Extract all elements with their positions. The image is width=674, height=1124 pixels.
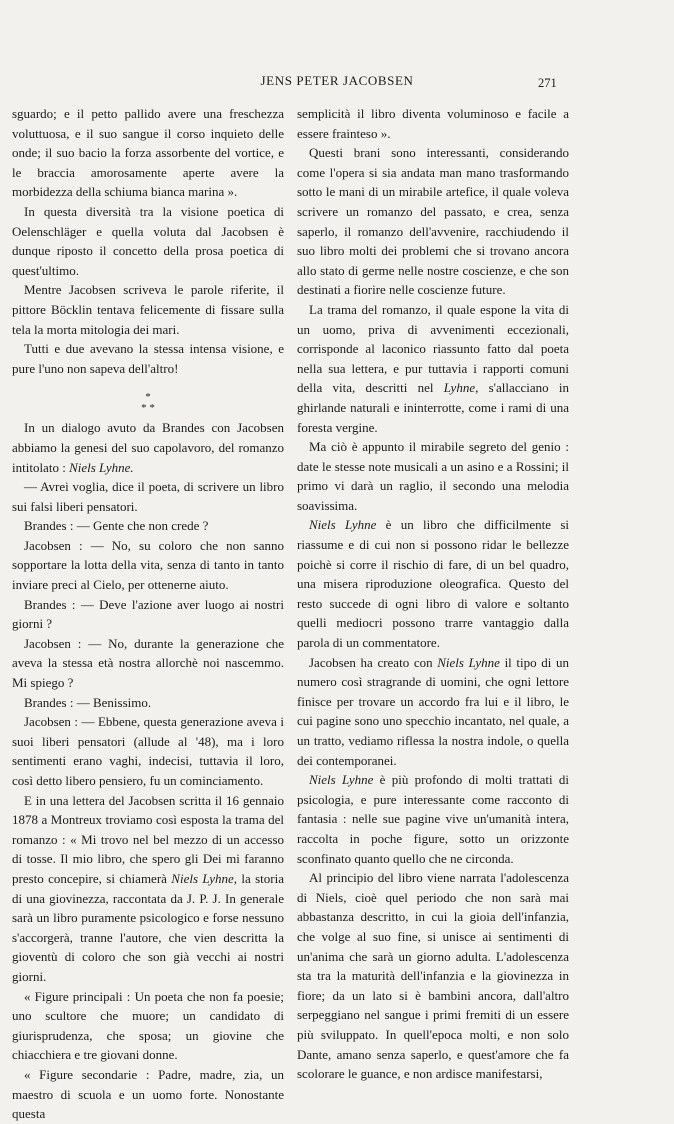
paragraph bbox=[297, 300, 569, 437]
paragraph: Brandes : — Deve l'azione aver luogo ai nostri giorni ? bbox=[12, 596, 284, 632]
text: s'allacciano in ghirlande naturali e ininterrotte, come i rami di una foresta vergine. bbox=[297, 380, 570, 435]
paragraph: Al principio del libro viene narrata l'adolescenza di Niels, cioè quel periodo che non sarà mai abbastanza descritto, in cui la gioia dell'infanzia, che volge al suo fine, si unisce ai sentimenti di un'anima che sarà un giorno adulta. L'adolescenza sta tra la maturità dell'infanzia e la giovinezza in fiore; da un lato si è bambini ancora, dall'altro serpeggiano nel sangue i primi fremiti di un essere più sviluppato. In quell'epoca molti, e non solo Dante, amano senza saperlo, e quest'amore che fa scolorare le guance, e non ardisce manifestarsi, bbox=[297, 870, 569, 1082]
asterisk-top: * bbox=[145, 391, 151, 404]
paragraph: In questa diversità tra la visione poetica di Oelenschläger e quella voluta dal Jacobsen è dunque riposto il concetto della prosa poetica di quest'ultimo. bbox=[12, 203, 284, 278]
text: è più profondo di molti trattati di psicologia, e pure interessante come racconto di fantasia : nelle sue pagine vive un'umanità intera, raccolta in poche figure, sotto un orizzonte sconfinato quanto quello che ne circonda. bbox=[297, 772, 569, 866]
paragraph bbox=[12, 418, 284, 477]
paragraph: Mentre Jacobsen scriveva le parole riferite, il pittore Böcklin tentava felicemente di fissare sulla tela la morta mitologia dei mari. bbox=[12, 282, 284, 337]
section-divider bbox=[12, 392, 284, 418]
paragraph: Jacobsen : — No, su coloro che non sanno sopportare la lotta della vita, senza di tanto in tanto inviare preci al Cielo, per ottenerne aiuto. bbox=[12, 537, 284, 593]
paragraph: — Avrei voglia, dice il poeta, di scrivere un libro sui falsi liberi pensatori. bbox=[12, 479, 284, 514]
text: In un dialogo avuto da Brandes con Jacobsen abbiamo la genesi del suo capolavoro, del romanzo intitolato : bbox=[12, 420, 284, 475]
right-column bbox=[297, 104, 569, 1084]
paragraph: Ma ciò è appunto il mirabile segreto del genio : date le stesse note musicali a un asino e a Rossini; il primo vi darà un raglio, il secondo una melodia soavissima. bbox=[297, 439, 569, 513]
book-title: Niels Lyhne bbox=[309, 772, 374, 788]
text: è un libro che difficilmente si riassume e di cui non si possono ridar le bellezze poichè si corre il rischio di fare, di un bel quadro, una misera riproduzione oleografica. Questo del resto succede di ogni libro di valore e soltanto quelli mediocri possono trarre vantaggio dalla parola di un commentatore. bbox=[297, 517, 569, 651]
paragraph: Tutti e due avevano la stessa intensa visione, e pure l'uno non sapeva dell'altro! bbox=[12, 341, 284, 376]
paragraph: « Figure secondarie : Padre, madre, zia, un maestro di scuola e un uomo forte. Nonostante questa bbox=[12, 1066, 284, 1122]
asterisk-bottom: * * bbox=[141, 402, 155, 415]
book-title: Niels Lyhne bbox=[437, 654, 500, 670]
paragraph bbox=[297, 653, 569, 771]
paragraph: « Figure principali : Un poeta che non fa poesie; uno scultore che muore; un candidato di giurisprudenza, che sposa; un giovine che chiacchiera e tre giovani donne. bbox=[12, 988, 284, 1063]
paragraph: Brandes : — Benissimo. bbox=[24, 694, 152, 710]
paragraph bbox=[12, 791, 284, 987]
left-column bbox=[12, 104, 284, 1124]
paragraph bbox=[297, 515, 569, 652]
paragraph: Brandes : — Gente che non crede ? bbox=[24, 518, 209, 534]
paragraph: Questi brani sono interessanti, considerando come l'opera si sia andata man mano trasformando sotto le mani di un mirabile artefice, il quale voleva scrivere un romanzo del passato, e crea, senza saperlo, il romanzo dell'avvenire, racchiudendo il suo libro molti dei problemi che si trovano ancora allo stato di germe nelle nostre coscienze, e che son destinati a fiorire nelle coscienze future. bbox=[297, 145, 569, 298]
paragraph bbox=[297, 770, 569, 868]
paragraph: sguardo; e il petto pallido avere una freschezza voluttuosa, e il suo sangue il corso inquieto delle onde; il suo bacio la forza assorbente del vortice, e le braccia amorosamente aperte avere la morbidezza della schiuma bianca marina ». bbox=[12, 106, 284, 200]
text: Jacobsen ha creato con bbox=[309, 654, 438, 670]
book-title: Niels Lyhne, bbox=[171, 870, 238, 886]
book-title: Niels Lyhne. bbox=[69, 459, 134, 475]
page-number: 271 bbox=[538, 76, 557, 90]
paragraph: semplicità il libro diventa voluminoso e facile a essere frainteso ». bbox=[297, 106, 569, 141]
paragraph: Jacobsen : — Ebbene, questa generazione aveva i suoi liberi pensatori (allude al '48), ma i loro sentimenti erano vaghi, indecisi, tuttavia il loro, così detto libero pensiero, fu un cominciamento. bbox=[12, 714, 284, 788]
book-title: Lyhne, bbox=[443, 380, 479, 396]
running-header: JENS PETER JACOBSEN bbox=[260, 73, 414, 88]
text: E in una lettera del Jacobsen scritta il 16 gennaio 1878 a Montreux troviamo così esposta la trama del romanzo : « Mi trovo nel bel mezzo di un accesso di tosse. Il mio libro, che spero gli Dei mi faranno presto concepire, si chiamerà bbox=[12, 792, 284, 886]
paragraph: Jacobsen : — No, durante la generazione che aveva la stessa età nostra allorchè noi nascemmo. Mi spiego ? bbox=[12, 635, 284, 691]
text: La trama del romanzo, il quale espone la vita di un uomo, priva di avvenimenti eccezionali, corrisponde al laconico riassunto fatto dal poeta nella sua lettera, e pur tuttavia i rapporti comuni della vita, descritti nel bbox=[297, 301, 569, 396]
text: il tipo di un numero così stragrande di uomini, che ogni lettore finisce per trovare un accordo fra lui e il libro, le cui pagine sono uno specchio incantato, nel quale, a un tratto, vediamo riflessa la nostra indole, o quella dei contemporanei. bbox=[297, 654, 569, 768]
book-title: Niels Lyhne bbox=[309, 517, 377, 533]
text: la storia di una giovinezza, raccontata da J. P. J. In generale sarà un libro puramente psicologico e forse nessuno s'accorgerà, tranne l'autore, che vien descritta la gioventù di coloro che son già vecchi ai nostri giorni. bbox=[12, 870, 284, 984]
